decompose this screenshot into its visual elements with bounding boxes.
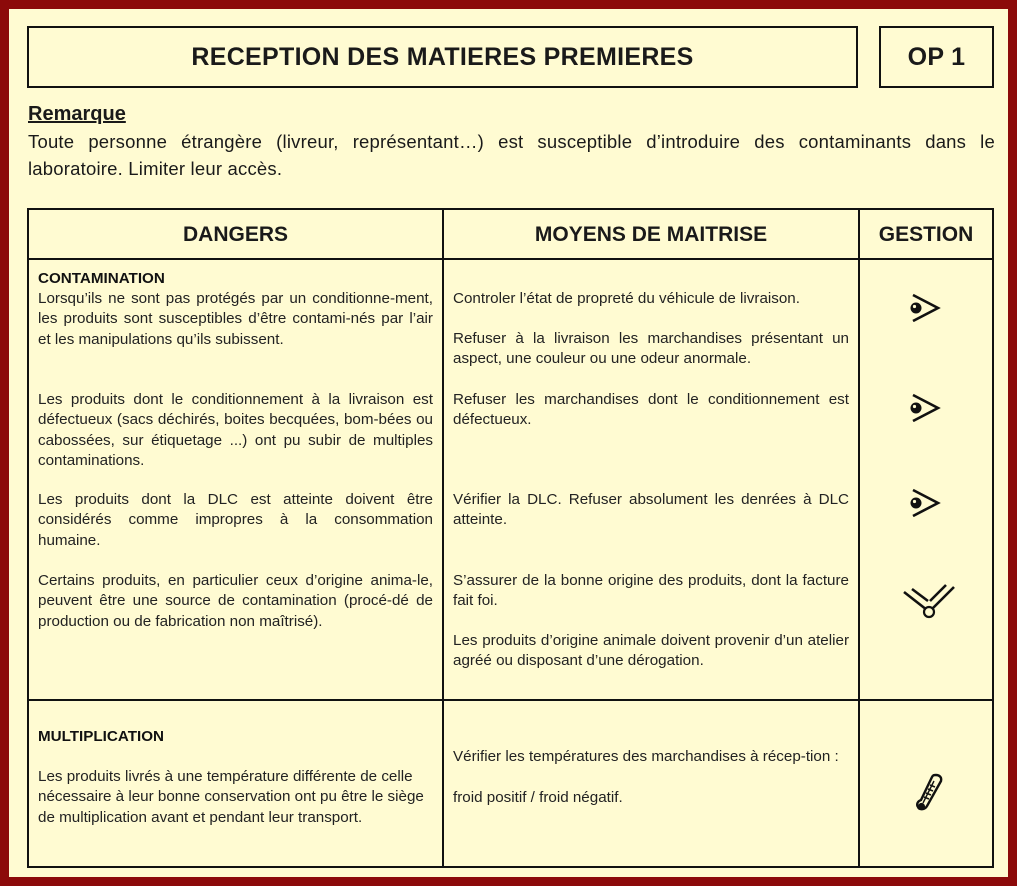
column-divider xyxy=(442,210,444,866)
moyen-text: Controler l’état de propreté du véhicule de livraison. xyxy=(453,290,800,307)
check-icon xyxy=(901,583,959,619)
eye-icon xyxy=(910,292,946,322)
remark-title: Remarque xyxy=(28,103,126,125)
danger-text: Lorsqu’ils ne sont pas protégés par un conditionne-ment, les produits sont susceptibles d’être contami-nés par l’air et les manipulations qu’ils subissent. xyxy=(38,290,433,348)
remark-text: Toute personne étrangère (livreur, représentant…) est susceptible d’introduire des contaminants dans le laboratoire. Limiter leur accès. xyxy=(28,131,995,179)
danger-text: Les produits dont la DLC est atteinte doivent être considérés comme impropres à la consommation humaine. xyxy=(38,491,433,549)
danger-text: Les produits livrés à une température différente de celle nécessaire à leur bonne conservation ont pu être le siège de multiplication avant et pendant leur transport. xyxy=(38,768,424,826)
moyen-text: Vérifier la DLC. Refuser absolument les denrées à DLC atteinte. xyxy=(453,491,849,529)
op-label: OP 1 xyxy=(907,42,966,71)
thermometer-icon xyxy=(915,772,945,816)
header-dangers: DANGERS xyxy=(182,223,288,246)
moyen-text: Refuser les marchandises dont le conditionnement est défectueux. xyxy=(453,391,849,429)
moyen-text: Refuser à la livraison les marchandises présentant un aspect, une couleur ou une odeur anormale. xyxy=(453,330,849,368)
row-divider xyxy=(29,699,992,701)
eye-icon xyxy=(910,487,946,517)
dangers-table xyxy=(27,208,994,868)
moyen-text: Les produits d’origine animale doivent provenir d’un atelier agréé ou disposant d’une dérogation. xyxy=(453,632,849,670)
danger-text: Les produits dont le conditionnement à la livraison est défectueux (sacs déchirés, boites becquées, bom-bées ou cabossées, sur étiquetage ...) ont pu subir de multiples contaminations. xyxy=(38,391,433,470)
moyen-text: Vérifier les températures des marchandises à récep-tion : xyxy=(453,748,839,765)
document-page xyxy=(9,9,1008,877)
page-title: RECEPTION DES MATIERES PREMIERES xyxy=(191,42,694,71)
danger-text: Certains produits, en particulier ceux d’origine anima-le, peuvent être une source de contamination (procé-dé de production ou de fabrication non maîtrisé). xyxy=(38,572,433,630)
column-divider xyxy=(858,210,860,866)
eye-icon xyxy=(910,392,946,422)
header-gestion: GESTION xyxy=(878,223,974,246)
moyen-text: S’assurer de la bonne origine des produits, dont la facture fait foi. xyxy=(453,572,849,610)
header-moyens: MOYENS DE MAITRISE xyxy=(534,223,768,246)
op-box xyxy=(879,26,994,88)
section-title-contamination: CONTAMINATION xyxy=(38,270,165,287)
section-title-multiplication: MULTIPLICATION xyxy=(38,728,164,745)
title-box xyxy=(27,26,858,88)
moyen-text: froid positif / froid négatif. xyxy=(453,789,623,806)
